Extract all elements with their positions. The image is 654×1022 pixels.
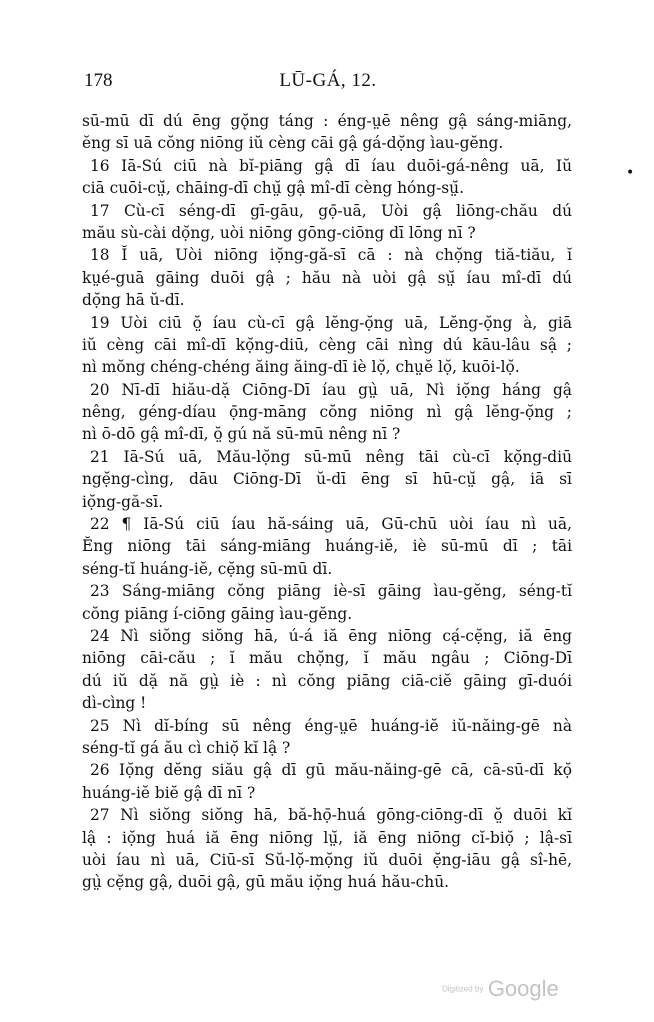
watermark-brand: Google — [487, 976, 559, 1001]
text-line: huáng-iĕ biĕ gậ dī nī ? — [82, 783, 256, 802]
text-line: 20 Nī-dī hiău-dặ Ciōng-Dī íau gṳ̀ uā, Nì iọ̆ng háng gậ — [90, 380, 572, 399]
body-text — [82, 110, 572, 894]
text-line: ngẹ̆ng-cìng, dāu Ciōng-Dī ŭ-dī ēng sī hū-cṳ̆ gậ, iā sī — [82, 470, 572, 489]
text-line: dì-cìng ! — [82, 694, 147, 713]
text-line: nì ō-dō gậ mî-dī, ŏ̤ gú nă sū-mū nêng nī ? — [82, 425, 401, 444]
text-line: cŏng piāng í-ciōng gāing ìau-gĕng. — [82, 604, 353, 623]
text-line: séng-tĭ huáng-iĕ, cẹ̆ng sū-mū dī. — [82, 559, 333, 578]
text-line: niōng cāi-cău ; ĭ mău chọ̆ng, ĭ mău ngâu ; Ciōng-Dī — [82, 649, 572, 668]
text-line: dọ̆ng hā ŭ-dī. — [82, 291, 185, 310]
text-line: sū-mū dī dú ēng gǫ̆ng táng : éng-ṳē nêng gậ sáng-miāng, — [82, 112, 572, 130]
text-line: Ĕng niōng tāi sáng-miāng huáng-iĕ, iè sū-mū dī ; tāi — [82, 537, 572, 556]
page-header — [84, 70, 572, 94]
text-line: 17 Cù-cī séng-dī gī-gāu, gọ̄-uā, Uòi gậ liōng-chău dú — [90, 201, 572, 220]
text-line: uòi íau nì uā, Ciū-sī Sŭ-lọ̆-mọ̆ng iŭ duōi ẹ̆ng-iāu gậ sî-hē, — [82, 850, 572, 869]
text-line: 16 Iā-Sú ciū nà bĭ-piāng gậ dī íau duōi-gá-nêng uā, Iŭ — [90, 156, 572, 175]
text-line: 22 ¶ Iā-Sú ciū íau hă-sáing uā, Gū-chū uòi íau nì uā, — [90, 515, 572, 534]
running-head: LŪ-GÁ, 12. — [279, 70, 377, 91]
digitized-watermark — [442, 976, 559, 1002]
text-line: 27 Nì siŏng siŏng hā, bă-họ̄-huá gōng-ciōng-dī ŏ̤ duōi kĭ — [90, 806, 572, 825]
page-number: 178 — [84, 70, 113, 91]
watermark-prefix: Digitized by — [442, 984, 484, 994]
text-line: gṳ̀ cẹ̆ng gậ, duōi gậ, gū mău iọ̆ng huá hău-chū. — [82, 873, 450, 892]
text-line: ĕng sī uā cŏng niōng iŭ cèng cāi gậ gá-dọ̆ng ìau-gĕng. — [82, 134, 504, 153]
text-line: nì mŏng chéng-chéng ăing ăing-dī iè lọ̆, chṳĕ lọ̆, kuōi-lọ̆. — [82, 358, 520, 377]
text-line: 25 Nì dĭ-bíng sū nêng éng-ṳē huáng-iĕ iŭ-năing-gē nà — [90, 716, 572, 735]
text-line: séng-tĭ gá ău cì chiọ̆ kĭ lậ ? — [82, 738, 291, 757]
text-line: lậ : iọ̆ng huá iă ēng niōng lṳ̆, iă ēng niōng cĭ-biọ̆ ; lậ-sī — [82, 828, 572, 847]
text-line: iọ̆ng-gă-sī. — [82, 492, 164, 511]
text-line: kṳé-guā gāing duōi gậ ; hău nà uòi gậ sṳ̆ íau mî-dī dú — [82, 268, 572, 287]
text-line: 19 Uòi ciū ŏ̤ íau cù-cī gậ lĕng-ọ̆ng uā, Lĕng-ọ̆ng à, giā — [90, 313, 572, 332]
text-line: nêng, géng-díau ọ̄ng-māng cŏng niōng nì gậ lĕng-ọ̆ng ; — [82, 403, 572, 422]
stray-mark: • — [626, 165, 635, 181]
text-line: ciā cuōi-cṳ̆, chāing-dī chṳ̆ gậ mî-dī cèng hóng-sṳ̆. — [82, 179, 464, 198]
text-line: 24 Nì siŏng siŏng hā, ú-á iă ēng niōng cạ́-cẹ̆ng, iă ēng — [90, 626, 572, 645]
text-line: iŭ cèng cāi mî-dī kọ̆ng-diū, cèng cāi nìng dú kāu-lâu sậ ; — [82, 335, 572, 354]
text-line: 21 Iā-Sú uā, Mău-lọ̆ng sū-mū nêng tāi cù-cī kọ̆ng-diū — [90, 447, 572, 466]
text-line: mău sù-cài dọ̆ng, uòi niōng gōng-ciōng dī lōng nī ? — [82, 223, 476, 242]
text-line: dú iŭ dặ nă gṳ̀ iè : nì cŏng piāng ciā-ciĕ gāing gī-duói — [82, 671, 572, 690]
text-line: 26 Iọ̆ng dĕng siău gậ dī gū mău-năing-gē cā, cā-sū-dī kọ̆ — [90, 761, 572, 780]
text-line: 23 Sáng-miāng cŏng piāng iè-sī gāing ìau-gĕng, séng-tĭ — [90, 582, 572, 601]
text-line: 18 Ĭ uā, Uòi niōng iọ̆ng-gă-sī cā : nà chọ̆ng tiă-tiău, ĭ — [90, 246, 572, 265]
